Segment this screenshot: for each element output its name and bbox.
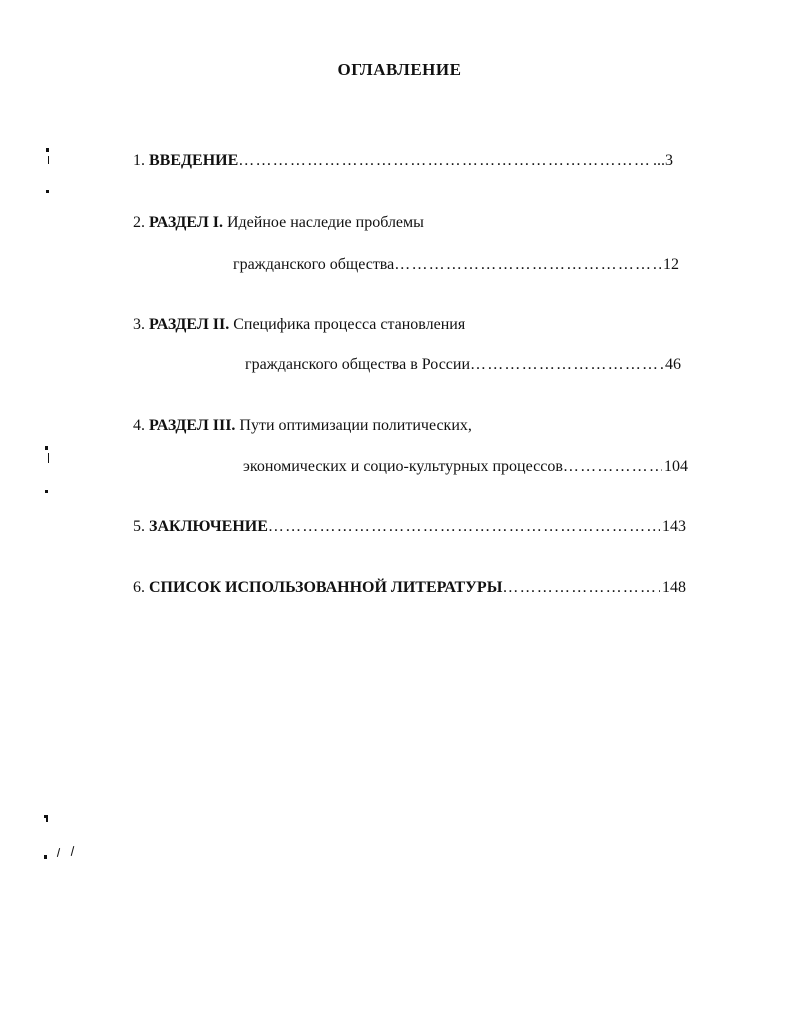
- entry-number: 6.: [133, 579, 145, 596]
- entry-number: 1.: [133, 152, 145, 169]
- entry-label: ЗАКЛЮЧЕНИЕ: [149, 518, 268, 535]
- toc-entry-section-2: [133, 315, 465, 335]
- page-title: ОГЛАВЛЕНИЕ: [337, 60, 462, 79]
- entry-label: РАЗДЕЛ III.: [149, 417, 236, 434]
- dot-leader: [238, 151, 651, 171]
- entry-label: ВВЕДЕНИЕ: [149, 152, 239, 169]
- entry-text: гражданского общества в России: [245, 356, 471, 373]
- toc-entry-section-1-continuation: [233, 255, 679, 275]
- dot-leader: [268, 517, 660, 537]
- entry-label: РАЗДЕЛ I.: [149, 214, 223, 231]
- entry-page-number: ...3: [653, 152, 673, 169]
- entry-number: 2.: [133, 214, 145, 231]
- toc-entry-section-3: [133, 416, 472, 436]
- entry-page-number: 104: [664, 458, 688, 475]
- entry-page-number: 12: [663, 256, 679, 273]
- entry-label: СПИСОК ИСПОЛЬЗОВАННОЙ ЛИТЕРАТУРЫ: [149, 579, 503, 596]
- toc-entry-section-1: [133, 213, 424, 233]
- dot-leader: [502, 578, 660, 598]
- entry-label: РАЗДЕЛ II.: [149, 316, 230, 333]
- entry-text: гражданского общества: [233, 256, 395, 273]
- entry-page-number: 46: [665, 356, 681, 373]
- entry-text: экономических и социо-культурных процессов: [243, 458, 563, 475]
- entry-text: Специфика процесса становления: [233, 316, 466, 333]
- entry-text: Идейное наследие проблемы: [226, 214, 424, 231]
- entry-number: 5.: [133, 518, 145, 535]
- toc-entry-introduction: [133, 151, 673, 171]
- dot-leader: [470, 355, 663, 375]
- toc-entry-conclusion: [133, 517, 686, 537]
- toc-entry-bibliography: [133, 578, 686, 598]
- entry-text: Пути оптимизации политических,: [239, 417, 472, 434]
- entry-number: 4.: [133, 417, 145, 434]
- entry-page-number: 143: [662, 518, 686, 535]
- dot-leader: [394, 255, 661, 275]
- entry-number: 3.: [133, 316, 145, 333]
- dot-leader: [563, 457, 662, 477]
- toc-entry-section-3-continuation: [243, 457, 688, 477]
- toc-entry-section-2-continuation: [245, 355, 681, 375]
- entry-page-number: 148: [662, 579, 686, 596]
